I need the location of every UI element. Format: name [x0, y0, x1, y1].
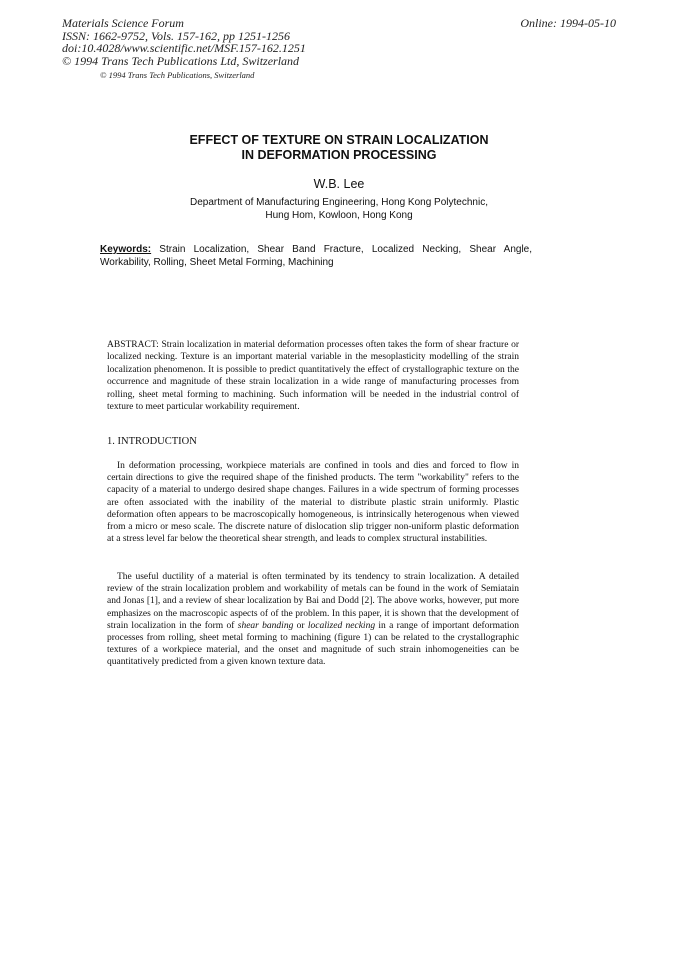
- affiliation-line-1: Department of Manufacturing Engineering, Hong Kong Polytechnic,: [190, 197, 488, 208]
- section-heading-introduction: 1. INTRODUCTION: [107, 436, 197, 447]
- author-name: W.B. Lee: [313, 177, 365, 191]
- publisher-copyright: © 1994 Trans Tech Publications, Switzerland: [100, 70, 255, 80]
- intro-paragraph-1: In deformation processing, workpiece materials are confined in tools and dies and forced to flow in certain directions to give the required shape of the finished products. The term "workability" refers to the capacity of a material to undergo desired shape changes. Failures in a wide spectrum of forming processes are often associated with the inability of the material to distribute plastic strain uniformly. Plastic deformation often appears to be macroscopically homogeneous, is intrinsically heterogenous when viewed from a micro or meso scale. The discrete nature of dislocation slip trigger non-uniform plastic deformation at a stress level far below the theoretical shear strength, and leads to complex structural instabilities.: [107, 461, 519, 545]
- copyright-line: © 1994 Trans Tech Publications Ltd, Switzerland: [62, 53, 300, 68]
- online-date: Online: 1994-05-10: [520, 16, 616, 30]
- p2-emphasis-shear-banding: shear banding: [237, 620, 294, 631]
- p2-text-b: or: [293, 620, 308, 631]
- title-line-2: IN DEFORMATION PROCESSING: [241, 148, 437, 162]
- paper-title: [0, 133, 678, 163]
- keywords-block: [100, 244, 532, 269]
- p2-text-a: The useful ductility of a material is often terminated by its tendency to strain localization. A detailed review of the strain localization problem and workability of metals can be found in the work of Semiatain and Jonas [1], and a review of shear localization by Bai and Dodd [2]. The above works, however, put more emphasizes on the macroscopic aspects of of the problem. In this paper, it is shown that the development of strain localization in the form of: [107, 572, 519, 631]
- keywords-list: Strain Localization, Shear Band Fracture, Localized Necking, Shear Angle, Workability, Rolling, Sheet Metal Forming, Machining: [100, 244, 533, 268]
- abstract: ABSTRACT: Strain localization in material deformation processes often takes the form of shear fracture or localized necking. Texture is an important material variable in the mesoplasticity modelling of the strain localization phenomenon. It is possible to predict quantitatively the effect of crystallographic texture on the occurrence and magnitude of these strain localization in a wide range of manufacturing processes from rolling, sheet metal forming to machining. Such information will be needed in the industrial control of texture to meet particular workability requirement.: [107, 340, 519, 413]
- p2-text-c: in a range of important deformation processes from rolling, sheet metal forming to machining (figure 1) can be related to the crystallographic textures of a workpiece material, and the onset and magnitude of such strain inhomogeneities can be quantitatively predicted from a given known texture data.: [107, 620, 520, 668]
- journal-name: Materials Science Forum: [62, 16, 184, 30]
- intro-paragraph-2: [107, 571, 519, 669]
- doi-line: doi:10.4028/www.scientific.net/MSF.157-162.1251: [62, 41, 306, 55]
- affiliation: [0, 197, 678, 222]
- p2-emphasis-localized-necking: localized necking: [307, 620, 376, 631]
- affiliation-line-2: Hung Hom, Kowloon, Hong Kong: [265, 209, 413, 221]
- issn-line: ISSN: 1662-9752, Vols. 157-162, pp 1251-1256: [62, 28, 290, 43]
- title-line-1: EFFECT OF TEXTURE ON STRAIN LOCALIZATION: [189, 133, 489, 147]
- keywords-label: Keywords:: [100, 244, 152, 255]
